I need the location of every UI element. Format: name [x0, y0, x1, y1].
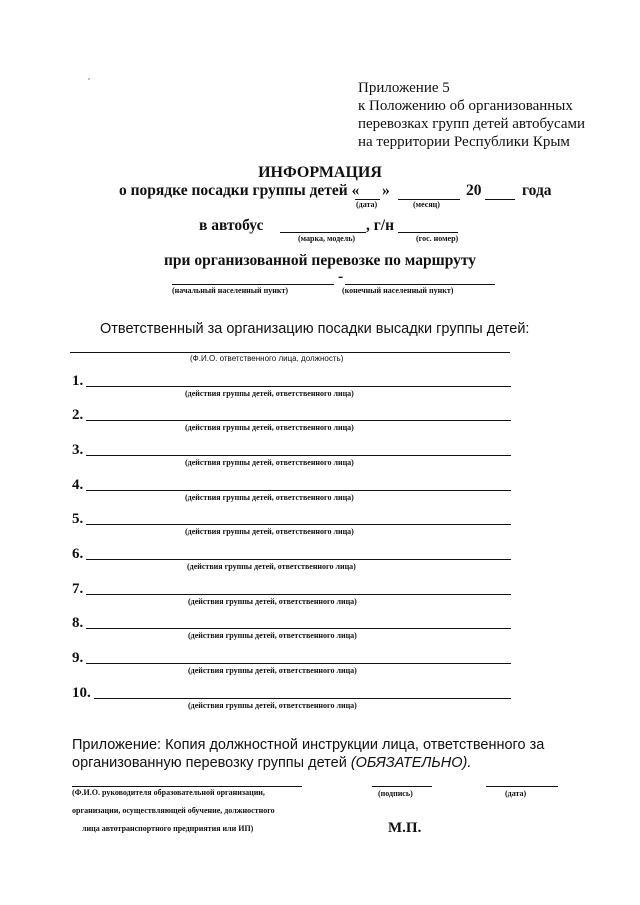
fio-caption-line-2: организации, осуществляющей обучение, должностного	[72, 806, 275, 815]
step-number: 4.	[72, 477, 84, 493]
scan-speck	[88, 78, 90, 80]
order-text: о порядке посадки группы детей «	[119, 182, 360, 199]
attachment-line-1: Приложение: Копия должностной инструкции лица, ответственного за	[72, 737, 545, 753]
step-caption: (действия группы детей, ответственного лица)	[185, 423, 354, 432]
plate-caption: (гос. номер)	[416, 234, 459, 243]
end-point-field[interactable]	[345, 284, 495, 285]
step-field[interactable]	[86, 594, 511, 595]
signature-caption: (подпись)	[378, 789, 413, 798]
year-suffix: года	[522, 182, 552, 199]
step-number: 9.	[72, 650, 84, 666]
bus-model-field[interactable]	[280, 232, 366, 233]
step-caption: (действия группы детей, ответственного лица)	[185, 389, 354, 398]
document-title: ИНФОРМАЦИЯ	[258, 164, 382, 181]
step-caption: (действия группы детей, ответственного лица)	[188, 631, 357, 640]
plate-label: , г/н	[366, 217, 395, 234]
step-field[interactable]	[86, 559, 511, 560]
appendix-line-3: перевозках групп детей автобусами	[358, 116, 586, 132]
close-quote: »	[382, 182, 390, 199]
model-caption: (марка, модель)	[298, 234, 356, 243]
step-field[interactable]	[86, 490, 511, 491]
step-field[interactable]	[86, 386, 511, 387]
step-field[interactable]	[86, 628, 511, 629]
step-field[interactable]	[94, 698, 511, 699]
step-field[interactable]	[86, 663, 511, 664]
responsible-heading: Ответственный за организацию посадки высадки группы детей:	[100, 321, 530, 337]
step-number: 10.	[72, 685, 91, 701]
bus-text: в автобус	[199, 217, 264, 234]
step-caption: (действия группы детей, ответственного лица)	[188, 701, 357, 710]
step-number: 8.	[72, 615, 84, 631]
month-caption: (месяц)	[413, 200, 440, 209]
step-field[interactable]	[86, 455, 511, 456]
year-prefix: 20	[466, 182, 482, 199]
step-caption: (действия группы детей, ответственного лица)	[185, 527, 354, 536]
appendix-line-2: к Положению об организованных	[358, 98, 573, 114]
step-number: 3.	[72, 442, 84, 458]
start-point-field[interactable]	[172, 284, 334, 285]
step-field[interactable]	[86, 524, 511, 525]
route-dash: -	[338, 268, 344, 285]
step-field[interactable]	[86, 420, 511, 421]
step-caption: (действия группы детей, ответственного лица)	[185, 458, 354, 467]
start-caption: (начальный населенный пункт)	[172, 286, 289, 295]
date-field[interactable]	[486, 786, 558, 787]
step-caption: (действия группы детей, ответственного лица)	[187, 562, 356, 571]
attachment-mandatory: (ОБЯЗАТЕЛЬНО).	[350, 755, 472, 771]
appendix-line-4: на территории Республики Крым	[358, 134, 570, 150]
appendix-line-1: Приложение 5	[358, 80, 450, 96]
year-field[interactable]	[485, 199, 515, 200]
step-number: 2.	[72, 407, 84, 423]
route-text: при организованной перевозке по маршруту	[163, 252, 477, 269]
date-caption-footer: (дата)	[505, 789, 527, 798]
attachment-line-2-plain: организованную перевозку группы детей	[72, 755, 351, 771]
step-number: 1.	[72, 373, 84, 389]
fio-caption-line-1: (Ф.И.О. руководителя образовательной организации,	[72, 788, 265, 797]
step-caption: (действия группы детей, ответственного лица)	[185, 493, 354, 502]
responsible-field[interactable]	[70, 352, 510, 353]
fio-field[interactable]	[72, 786, 302, 787]
step-number: 6.	[72, 546, 84, 562]
step-number: 5.	[72, 511, 84, 527]
signature-field[interactable]	[372, 786, 432, 787]
responsible-caption: (Ф.И.О. ответственного лица, должность)	[190, 354, 344, 363]
plate-field[interactable]	[398, 232, 458, 233]
end-caption: (конечный населенный пункт)	[342, 286, 454, 295]
attachment-line-2	[72, 755, 471, 771]
stamp-place: М.П.	[388, 820, 422, 836]
date-caption: (дата)	[356, 200, 378, 209]
fio-caption-line-3: лица автотранспортного предприятия или ИП)	[82, 824, 254, 833]
step-caption: (действия группы детей, ответственного лица)	[188, 666, 357, 675]
step-number: 7.	[72, 581, 84, 597]
step-caption: (действия группы детей, ответственного лица)	[188, 597, 357, 606]
